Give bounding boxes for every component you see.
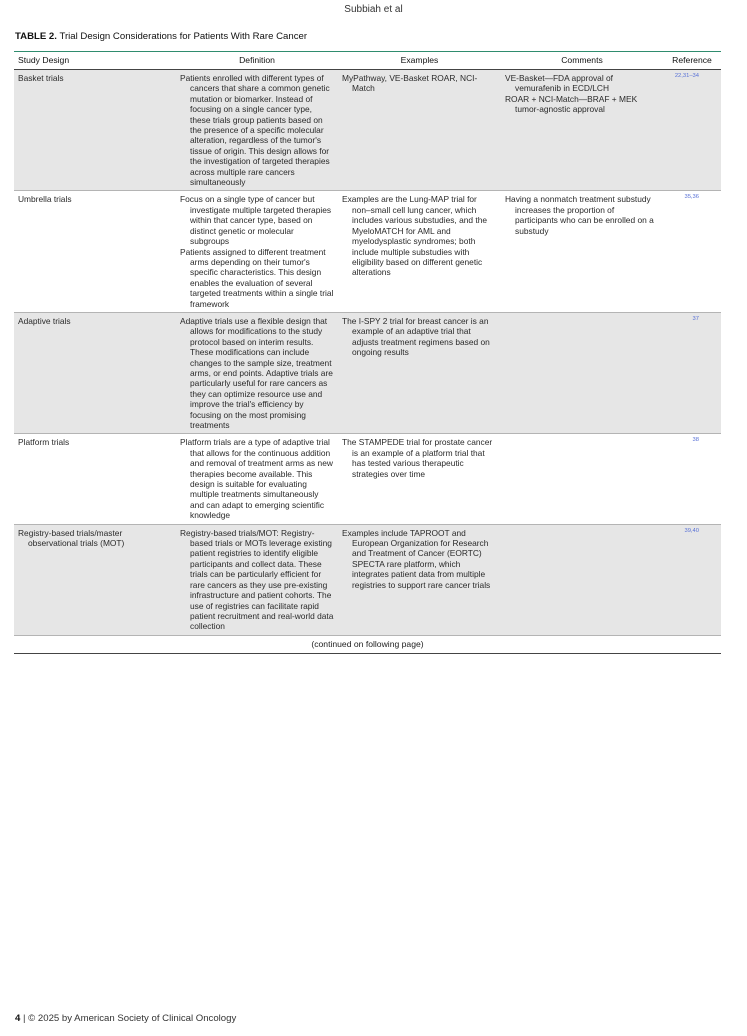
table-header-row bbox=[14, 52, 721, 70]
cell-comments: VE-Basket—FDA approval of vemurafenib in ECD/LCH ROAR + NCI-Match—BRAF + MEK tumor-agnostic approval bbox=[501, 70, 663, 191]
cell-examples: The STAMPEDE trial for prostate cancer is an example of a platform trial that has tested various therapeutic strategies over time bbox=[342, 437, 493, 479]
column-header-study-design: Study Design bbox=[14, 52, 176, 70]
cell-examples: MyPathway, VE-Basket ROAR, NCI-Match bbox=[338, 70, 501, 191]
cell-study-design: Umbrella trials bbox=[18, 194, 72, 205]
cell-reference bbox=[663, 312, 721, 433]
column-header-examples: Examples bbox=[338, 52, 501, 70]
cell-comments bbox=[501, 434, 663, 524]
cell-reference bbox=[663, 70, 721, 191]
running-head: Subbiah et al bbox=[344, 4, 403, 15]
continued-row bbox=[14, 635, 721, 653]
cell-study-design: Basket trials bbox=[14, 70, 176, 191]
cell-comments: Having a nonmatch treatment substudy increases the proportion of participants who can be enrolled on a substudy bbox=[505, 194, 654, 236]
column-header-reference: Reference bbox=[663, 52, 721, 70]
table-title bbox=[15, 31, 307, 42]
reference-link[interactable]: 37 bbox=[692, 315, 699, 322]
page-number: 4 bbox=[15, 1013, 21, 1024]
reference-link[interactable]: 38 bbox=[692, 437, 699, 444]
table-row-adaptive-trials bbox=[14, 312, 721, 433]
reference-link[interactable]: 39,40 bbox=[684, 527, 699, 534]
page-footer bbox=[15, 1013, 236, 1024]
reference-link[interactable]: 22,31–34 bbox=[674, 73, 699, 79]
table-row-registry-trials bbox=[14, 524, 721, 635]
cell-examples: Examples are the Lung-MAP trial for non–small cell lung cancer, which includes various substudies, and the MyeloMATCH for AML and myelodysplastic syndromes; both include multiple substudies with eligibility based on different genetic alterations bbox=[342, 194, 488, 278]
cell-study-design: Registry-based trials/master observational trials (MOT) bbox=[14, 524, 176, 635]
cell-definition: Platform trials are a type of adaptive trial that allows for the continuous addition and removal of treatment arms as new therapies become available. This design is suitable for evaluating multiple treatments simultaneously and can adapt to emerging scientific knowledge bbox=[180, 437, 333, 521]
cell-definition: Focus on a single type of cancer but investigate multiple targeted therapies within that cancer type, based on distinct genetic or molecular subgroups Patients assigned to different treatment arms depending on their tumor's specific characteristics. This design enables the evaluation of several targeted treatments within a single trial framework bbox=[180, 194, 334, 309]
table-caption: Trial Design Considerations for Patients With Rare Cancer bbox=[59, 31, 308, 42]
column-header-definition: Definition bbox=[176, 52, 338, 70]
trial-design-table bbox=[14, 51, 721, 654]
reference-link[interactable]: 35,36 bbox=[684, 194, 699, 201]
cell-examples: The I-SPY 2 trial for breast cancer is an example of an adaptive trial that adjusts treatment regimens based on ongoing results bbox=[338, 312, 501, 433]
cell-reference bbox=[663, 434, 721, 524]
table-label: TABLE 2. bbox=[15, 31, 57, 42]
cell-study-design: Adaptive trials bbox=[14, 312, 176, 433]
cell-examples: Examples include TAPROOT and European Organization for Research and Treatment of Cancer (EORTC) SPECTA rare platform, which integrates patient data from multiple registries to support rare cancer trials bbox=[338, 524, 501, 635]
table-row-basket-trials bbox=[14, 70, 721, 191]
column-header-comments: Comments bbox=[501, 52, 663, 70]
cell-definition: Patients enrolled with different types of cancers that share a common genetic mutation or biomarker. Instead of focusing on a single cancer type, these trials group patients based on the presence of a specific molecular alteration, regardless of the tumor's tissue of origin. This design allows for the investigation of targeted therapies across multiple rare cancers simultaneously bbox=[176, 70, 338, 191]
cell-definition: Adaptive trials use a flexible design that allows for modifications to the study protocol based on interim results. These modifications can include changes to the sample size, treatment arms, or end points. Adaptive trials are particularly useful for rare cancers as they can optimize resource use and improve the trial's efficiency by focusing on the most promising treatments bbox=[176, 312, 338, 433]
cell-comments bbox=[501, 312, 663, 433]
cell-reference bbox=[663, 191, 721, 312]
continued-note: (continued on following page) bbox=[14, 635, 721, 653]
cell-definition: Registry-based trials/MOT: Registry-based trials or MOTs leverage existing patient registries to identify eligible participants and collect data. These trials can be particularly efficient for rare cancers as they use pre-existing infrastructure and patient cohorts. The use of registries can facilitate rapid patient recruitment and real-world data collection bbox=[176, 524, 338, 635]
cell-reference bbox=[663, 524, 721, 635]
cell-comments bbox=[501, 524, 663, 635]
copyright-text: | © 2025 by American Society of Clinical Oncology bbox=[23, 1013, 237, 1024]
cell-study-design: Platform trials bbox=[18, 437, 70, 448]
table-row-umbrella-trials bbox=[14, 191, 721, 312]
table-row-platform-trials bbox=[14, 434, 721, 524]
